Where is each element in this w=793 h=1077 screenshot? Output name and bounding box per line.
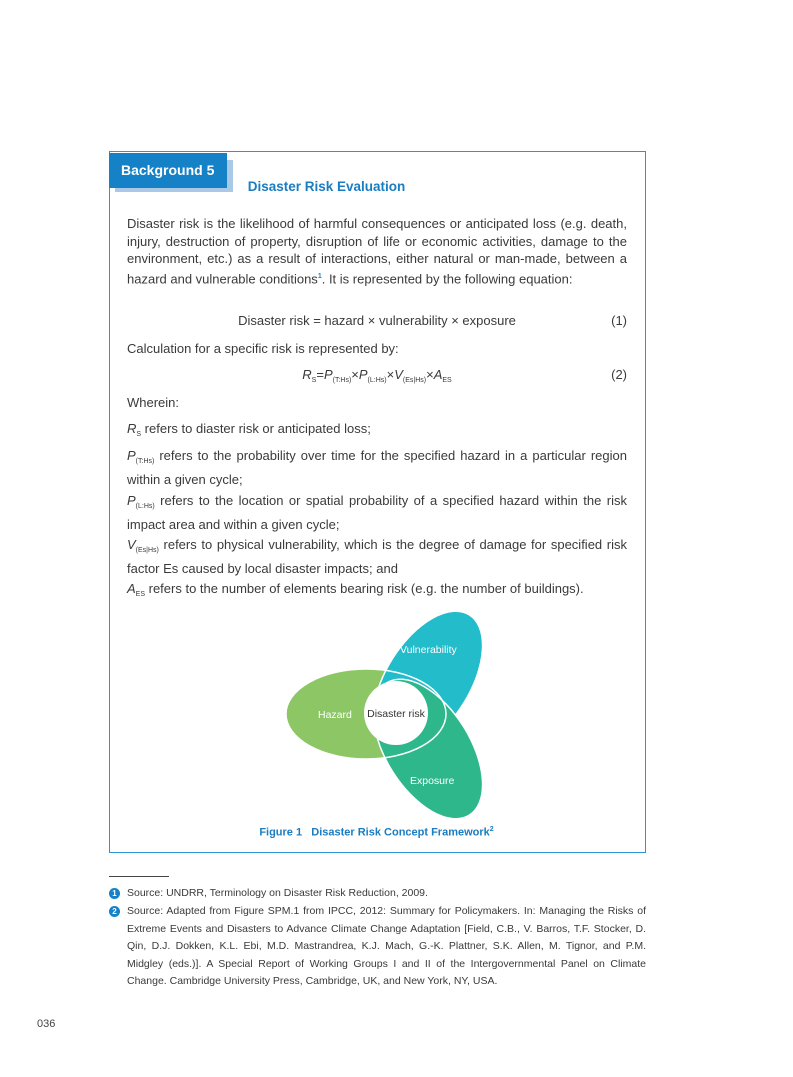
def-sub: S [136,431,142,438]
def-text: refers to diaster risk or anticipated loss; [141,421,371,436]
equation-2-number: (2) [611,367,627,382]
disaster-risk-label: Disaster risk [367,708,425,720]
eq-op: × [351,367,359,382]
footnote-divider [109,876,169,877]
def-symbol: V [127,537,136,552]
vulnerability-label: Vulnerability [400,644,457,656]
def-text: refers to the location or spatial probability of a specified hazard within the risk impact area and within a given cycle; [127,493,627,532]
eq-sym: A [433,367,443,382]
eq-sym: V [394,367,403,382]
def-text: refers to the number of elements bearing risk (e.g. the number of buildings). [145,581,584,596]
def-symbol: A [127,581,136,596]
calc-text: Calculation for a specific risk is represented by: [127,341,399,356]
equation-1-text: Disaster risk = hazard × vulnerability × exposure [238,313,516,328]
def-sub: (Es|Hs) [135,547,159,554]
footnote-text: Source: Adapted from Figure SPM.1 from IPCC, 2012: Summary for Policymakers. In: Managing the Risks of Extreme Events and Disasters to Advance Climate Change Adaptation [Field, C.B., V. Barros, T.F. Stocker, D. Qin, D.J. Dokken, K.L. Ebi, M.D. Mastrandrea, K.J. Mach, G.-K. Plattner, S.K. Allen, M. Tignor, and P.M. Midgley (eds.)]. A Special Report of Working Groups I and II of the Intergovernmental Panel on Climate Change. Cambridge University Press, Cambridge, UK, and New York, NY, USA. [127,905,646,987]
def-symbol: R [127,421,137,436]
def-symbol: P [127,493,136,508]
equation-1-number: (1) [611,313,627,328]
intro-text: Disaster risk is the likelihood of harmful consequences or anticipated loss (e.g. death, injury, destruction of property, disruption of life or economic activities, damage to the environment, etc.) as a result of interactions, either natural or man-made, between a hazard and vulnerable conditions [127,216,627,287]
figure-caption [109,826,644,839]
box-title [109,179,644,194]
intro-paragraph [127,215,627,288]
eq-sym: R [302,367,312,382]
footnote-ref[interactable]: 2 [489,826,494,833]
footnote-ref[interactable]: 1 [317,272,322,280]
footnote-number-icon: 1 [109,888,120,899]
eq-sub: ES [442,377,452,384]
def-symbol: P [127,448,136,463]
eq-sym: P [358,367,368,382]
footnote [112,903,646,991]
def-sub: (L:Hs) [135,503,155,510]
hazard-label: Hazard [318,709,352,721]
definition [127,447,627,488]
eq-sub: (Es|Hs) [402,377,427,384]
eq-sym: P [323,367,333,382]
title-text: Disaster Risk Evaluation [247,179,406,194]
exposure-label: Exposure [410,775,455,787]
def-text: refers to physical vulnerability, which is the degree of damage for specified risk factor Es caused by local disaster impacts; and [127,537,627,576]
definition [127,420,627,444]
risk-concept-diagram [270,600,530,825]
def-text: refers to the probability over time for the specified hazard in a particular region within a given cycle; [127,448,627,487]
wherein: Wherein: [127,395,180,410]
caption-text: Figure 1 Disaster Risk Concept Framework [259,826,490,839]
definition [127,492,627,533]
eq-op: × [386,367,395,382]
page-number: 036 [37,1018,56,1030]
footnote-text: Source: UNDRR, Terminology on Disaster Risk Reduction, 2009. [127,887,428,899]
eq-sub: (L:Hs) [367,377,387,384]
background-tab: Background 5 [109,153,227,188]
eq-op: × [426,367,434,382]
intro-end: . It is represented by the following equation: [321,271,573,287]
eq-sub: (T:Hs) [332,377,352,384]
footnote [112,885,646,903]
eq-op: = [316,367,324,382]
equation-2-formula [127,367,627,384]
eq-sub: S [311,377,317,384]
def-sub: ES [135,591,146,598]
footnote-number-icon: 2 [109,906,120,917]
def-sub: (T:Hs) [135,458,155,465]
definition [127,536,627,577]
